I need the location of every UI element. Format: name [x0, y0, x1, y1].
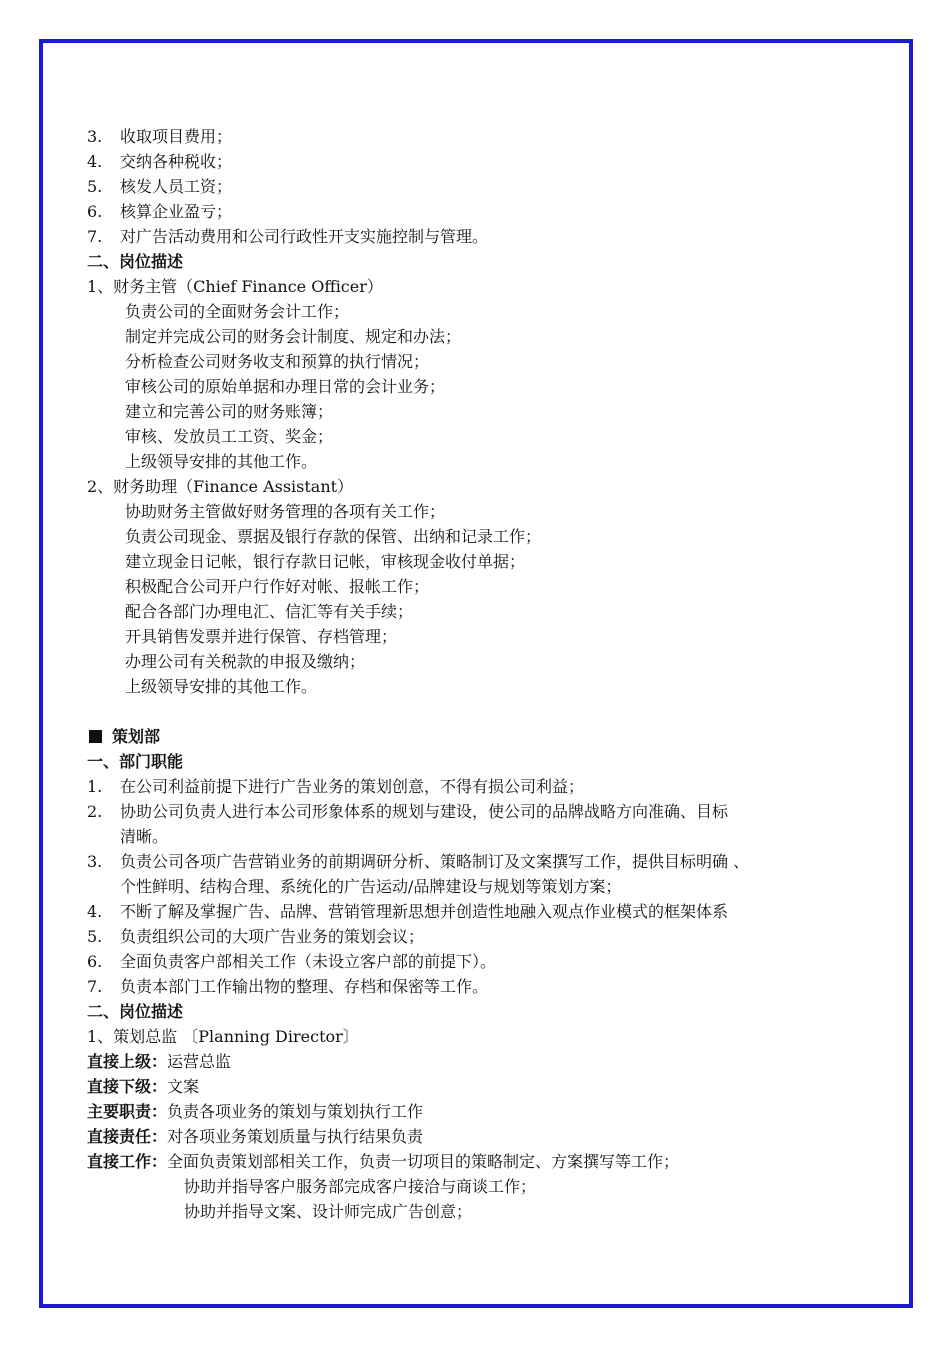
cfo-duty: 制定并完成公司的财务会计制度、规定和办法；	[125, 327, 462, 346]
assistant-title: 2、财务助理（Finance Assistant）	[87, 477, 354, 496]
field-row: 直接责任：对各项业务策划质量与执行结果负责	[87, 1127, 424, 1146]
assistant-duty: 开具销售发票并进行保管、存档管理；	[125, 627, 398, 646]
list-item: 5. 核发人员工资；	[87, 177, 233, 196]
section-heading: 一、部门职能	[87, 752, 184, 771]
function-item-continuation: 个性鲜明、结构合理、系统化的广告运动/品牌建设与规划等策划方案；	[120, 877, 622, 896]
assistant-duty: 上级领导安排的其他工作。	[125, 677, 318, 696]
list-item: 4. 交纳各种税收；	[87, 152, 233, 171]
function-item: 3. 负责公司各项广告营销业务的前期调研分析、策略制订及文案撰写工作，提供目标明确 、	[87, 852, 750, 871]
cfo-duty: 建立和完善公司的财务账簿；	[125, 402, 334, 421]
cfo-duty: 审核公司的原始单据和办理日常的会计业务；	[125, 377, 446, 396]
assistant-duty: 协助财务主管做好财务管理的各项有关工作；	[125, 502, 446, 521]
document-body	[87, 124, 877, 1224]
section-heading: 二、岗位描述	[87, 1002, 184, 1021]
assistant-duty: 负责公司现金、票据及银行存款的保管、出纳和记录工作；	[125, 527, 542, 546]
spacer	[87, 699, 877, 724]
field-row: 直接工作：全面负责策划部相关工作，负责一切项目的策略制定、方案撰写等工作；	[87, 1152, 680, 1171]
function-item-continuation: 清晰。	[120, 827, 169, 846]
field-row: 直接下级：文案	[87, 1077, 200, 1096]
cfo-duty: 审核、发放员工工资、奖金；	[125, 427, 334, 446]
function-item: 7. 负责本部门工作输出物的整理、存档和保密等工作。	[87, 977, 489, 996]
function-item: 1. 在公司利益前提下进行广告业务的策划创意，不得有损公司利益；	[87, 777, 585, 796]
cfo-title: 1、财务主管（Chief Finance Officer）	[87, 277, 383, 296]
planning-section-title: 策划部	[87, 724, 877, 749]
function-item: 4. 不断了解及掌握广告、品牌、营销管理新思想并创造性地融入观点作业模式的框架体系	[87, 902, 729, 921]
assistant-duty: 办理公司有关税款的申报及缴纳；	[125, 652, 366, 671]
field-continuation: 协助并指导客户服务部完成客户接洽与商谈工作；	[184, 1177, 537, 1196]
section-heading: 二、岗位描述	[87, 252, 184, 271]
field-continuation: 协助并指导文案、设计师完成广告创意；	[184, 1202, 473, 1221]
director-title: 1、策划总监 〔Planning Director〕	[87, 1027, 359, 1046]
list-item: 3. 收取项目费用；	[87, 127, 233, 146]
square-bullet-icon	[89, 730, 102, 743]
function-item: 5. 负责组织公司的大项广告业务的策划会议；	[87, 927, 425, 946]
assistant-duty: 配合各部门办理电汇、信汇等有关手续；	[125, 602, 414, 621]
assistant-duty: 建立现金日记帐，银行存款日记帐，审核现金收付单据；	[125, 552, 526, 571]
field-row: 直接上级：运营总监	[87, 1052, 232, 1071]
cfo-duty: 上级领导安排的其他工作。	[125, 452, 318, 471]
cfo-duty: 分析检查公司财务收支和预算的执行情况；	[125, 352, 430, 371]
field-row: 主要职责：负责各项业务的策划与策划执行工作	[87, 1102, 424, 1121]
cfo-duty: 负责公司的全面财务会计工作；	[125, 302, 350, 321]
list-item: 7. 对广告活动费用和公司行政性开支实施控制与管理。	[87, 227, 489, 246]
function-item: 2. 协助公司负责人进行本公司形象体系的规划与建设，使公司的品牌战略方向准确、目标	[87, 802, 729, 821]
list-item: 6. 核算企业盈亏；	[87, 202, 233, 221]
assistant-duty: 积极配合公司开户行作好对帐、报帐工作；	[125, 577, 430, 596]
function-item: 6. 全面负责客户部相关工作（未设立客户部的前提下）。	[87, 952, 497, 971]
